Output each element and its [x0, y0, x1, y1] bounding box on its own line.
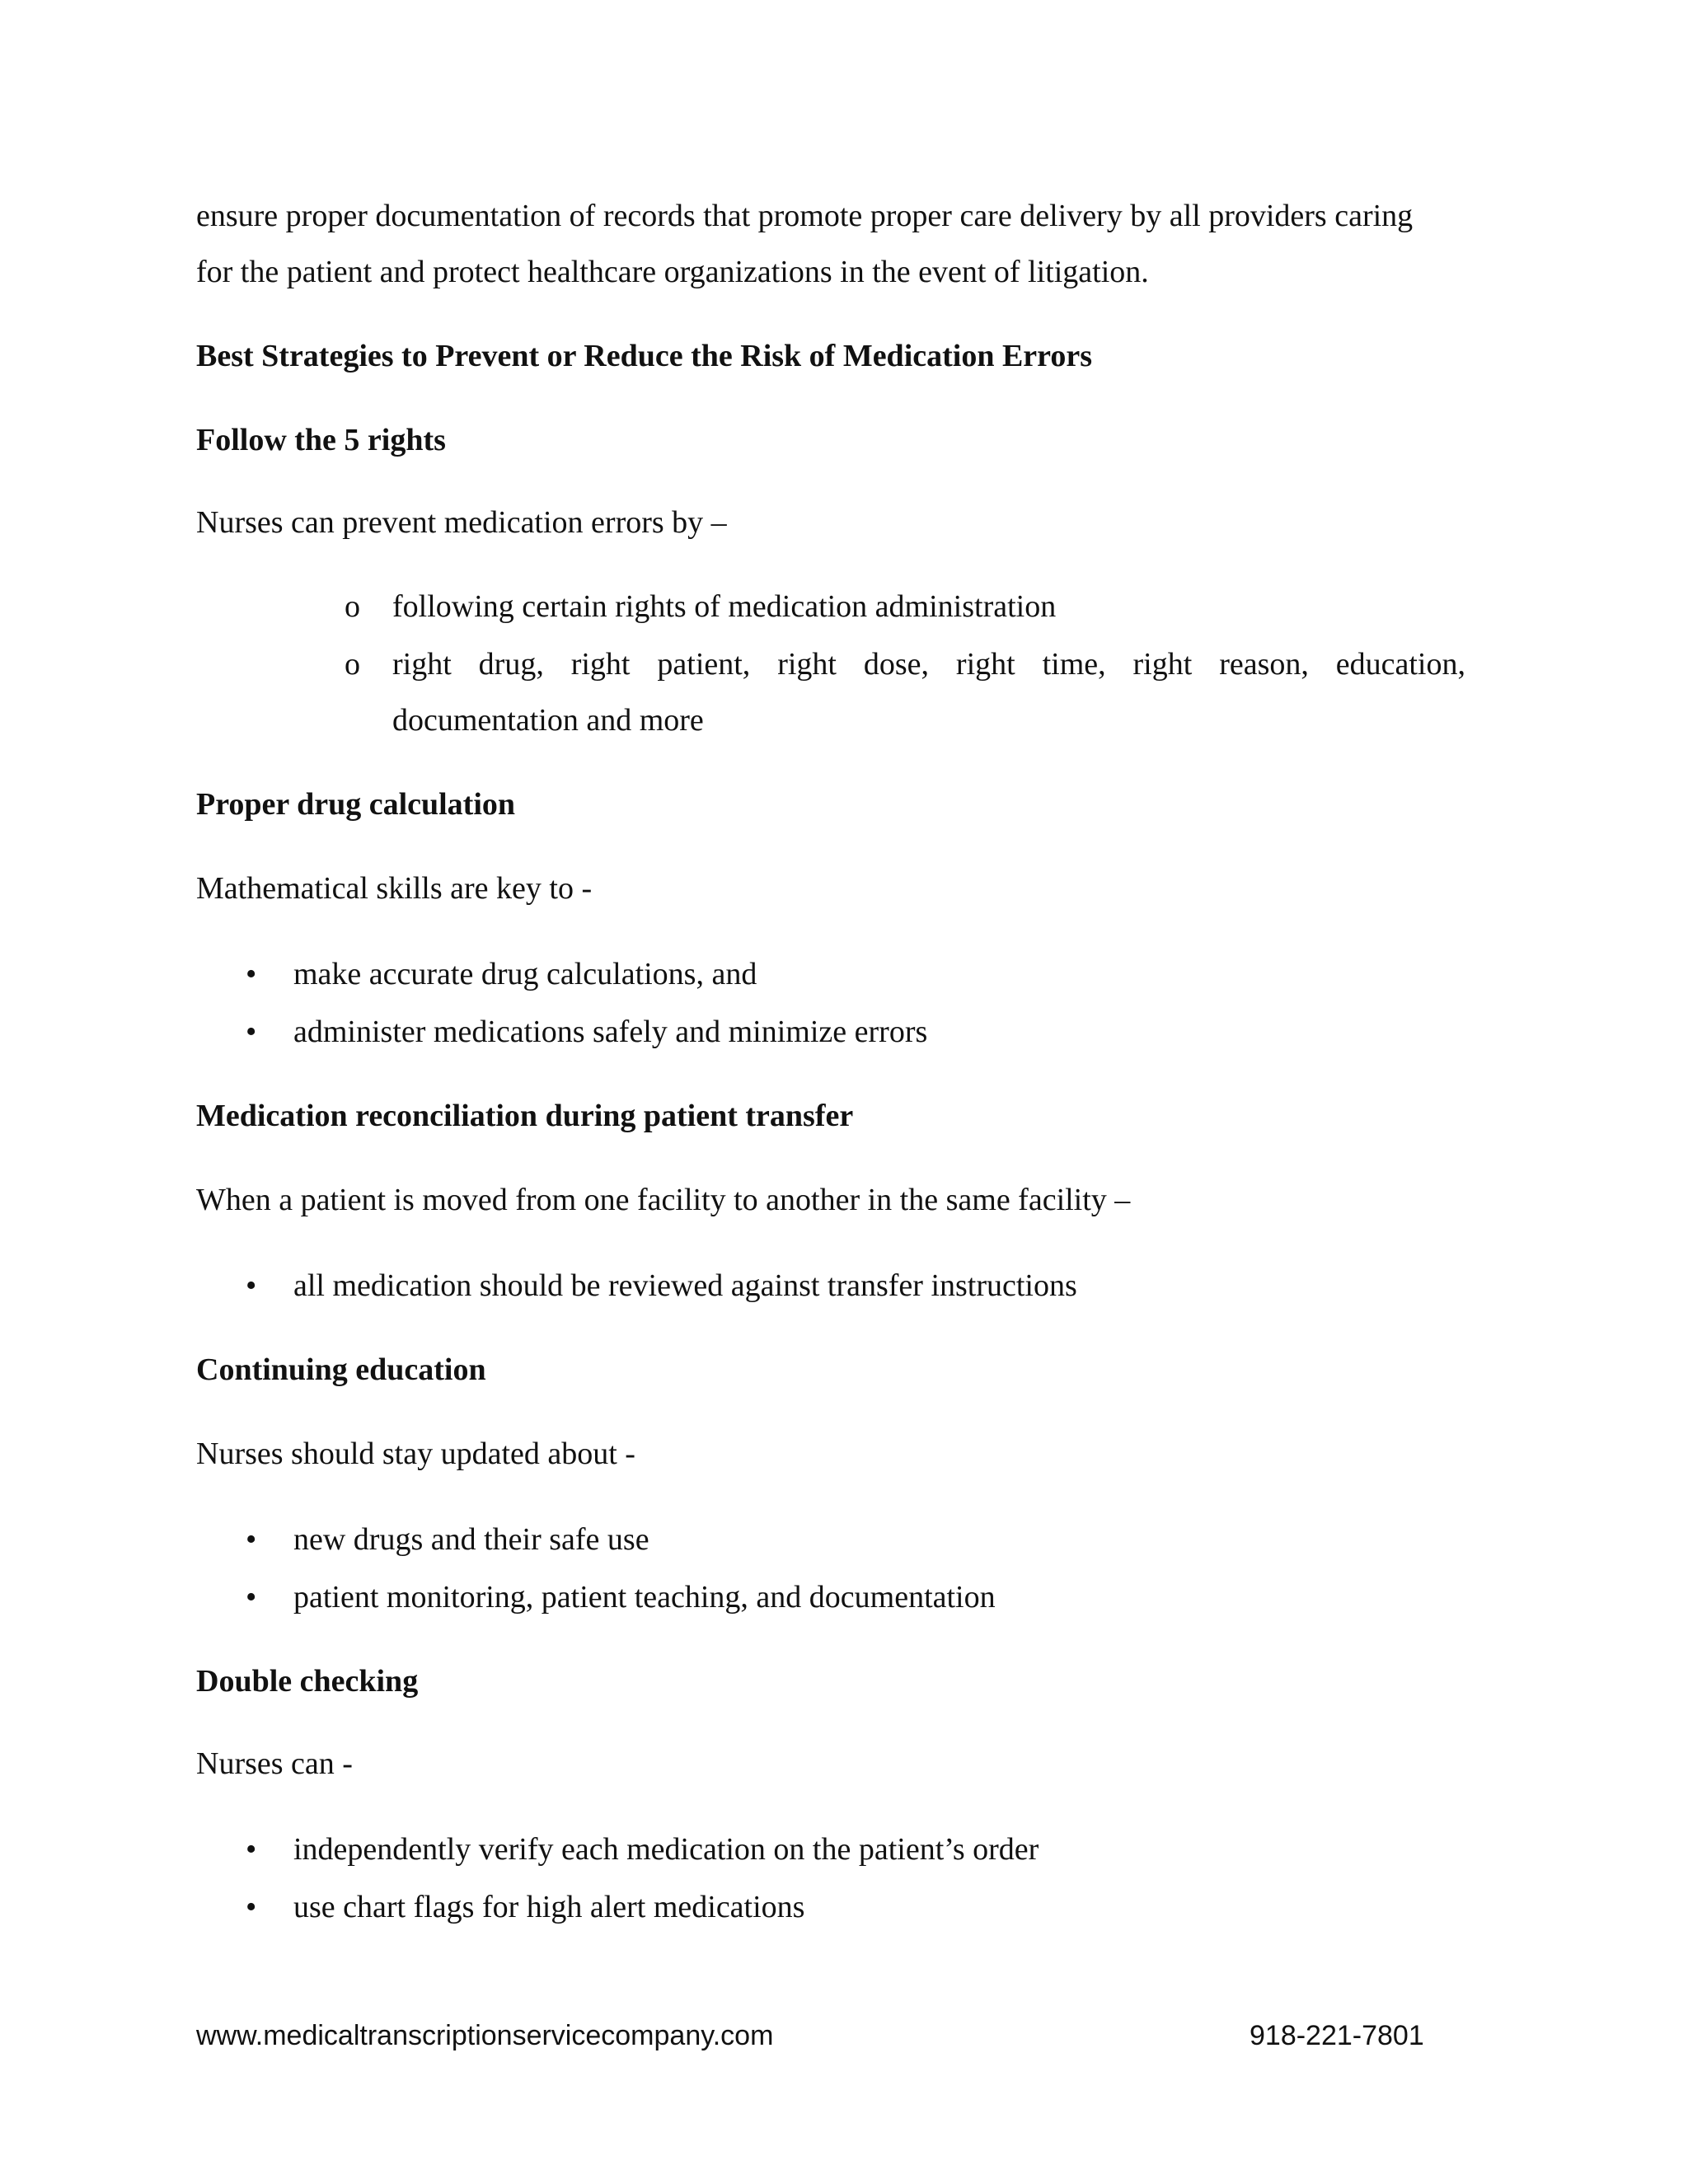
bullet-icon: • — [246, 1015, 257, 1049]
bullet-icon: • — [246, 1268, 257, 1303]
section-intro: Mathematical skills are key to - — [196, 871, 593, 906]
section-heading: Proper drug calculation — [196, 787, 516, 822]
section-heading: Follow the 5 rights — [196, 423, 446, 457]
list-item: right drug, right patient, right dose, right time, right reason, education, — [392, 647, 1465, 682]
bullet-icon: • — [246, 957, 257, 991]
bullet-icon: • — [246, 1890, 257, 1924]
list-item: make accurate drug calculations, and — [293, 957, 757, 991]
body-text-line: ensure proper documentation of records that promote proper care delivery by all providers caring — [196, 199, 1414, 233]
list-item: use chart flags for high alert medications — [293, 1890, 805, 1924]
bullet-icon: • — [246, 1522, 257, 1557]
circle-bullet-icon: o — [345, 647, 360, 682]
list-item-continuation: documentation and more — [392, 703, 704, 738]
list-item: administer medications safely and minimize errors — [293, 1015, 928, 1049]
main-heading: Best Strategies to Prevent or Reduce the Risk of Medication Errors — [196, 339, 1093, 373]
section-heading: Continuing education — [196, 1352, 486, 1387]
circle-bullet-icon: o — [345, 589, 360, 624]
section-heading: Double checking — [196, 1664, 419, 1699]
section-intro: Nurses can - — [196, 1746, 353, 1781]
body-text-line: for the patient and protect healthcare organizations in the event of litigation. — [196, 255, 1149, 289]
list-item: all medication should be reviewed against transfer instructions — [293, 1268, 1077, 1303]
list-item: new drugs and their safe use — [293, 1522, 649, 1557]
bullet-icon: • — [246, 1580, 257, 1615]
section-heading: Medication reconciliation during patient transfer — [196, 1099, 854, 1133]
section-intro: Nurses should stay updated about - — [196, 1436, 635, 1471]
section-intro: When a patient is moved from one facility to another in the same facility – — [196, 1183, 1131, 1217]
list-item: following certain rights of medication administration — [392, 589, 1057, 624]
bullet-icon: • — [246, 1832, 257, 1867]
list-item: independently verify each medication on the patient’s order — [293, 1832, 1039, 1867]
list-item: patient monitoring, patient teaching, and documentation — [293, 1580, 996, 1615]
footer-phone-number: 918-221-7801 — [1250, 2020, 1424, 2051]
footer-website-link[interactable]: www.medicaltranscriptionservicecompany.com — [196, 2020, 774, 2051]
section-intro: Nurses can prevent medication errors by – — [196, 505, 727, 540]
